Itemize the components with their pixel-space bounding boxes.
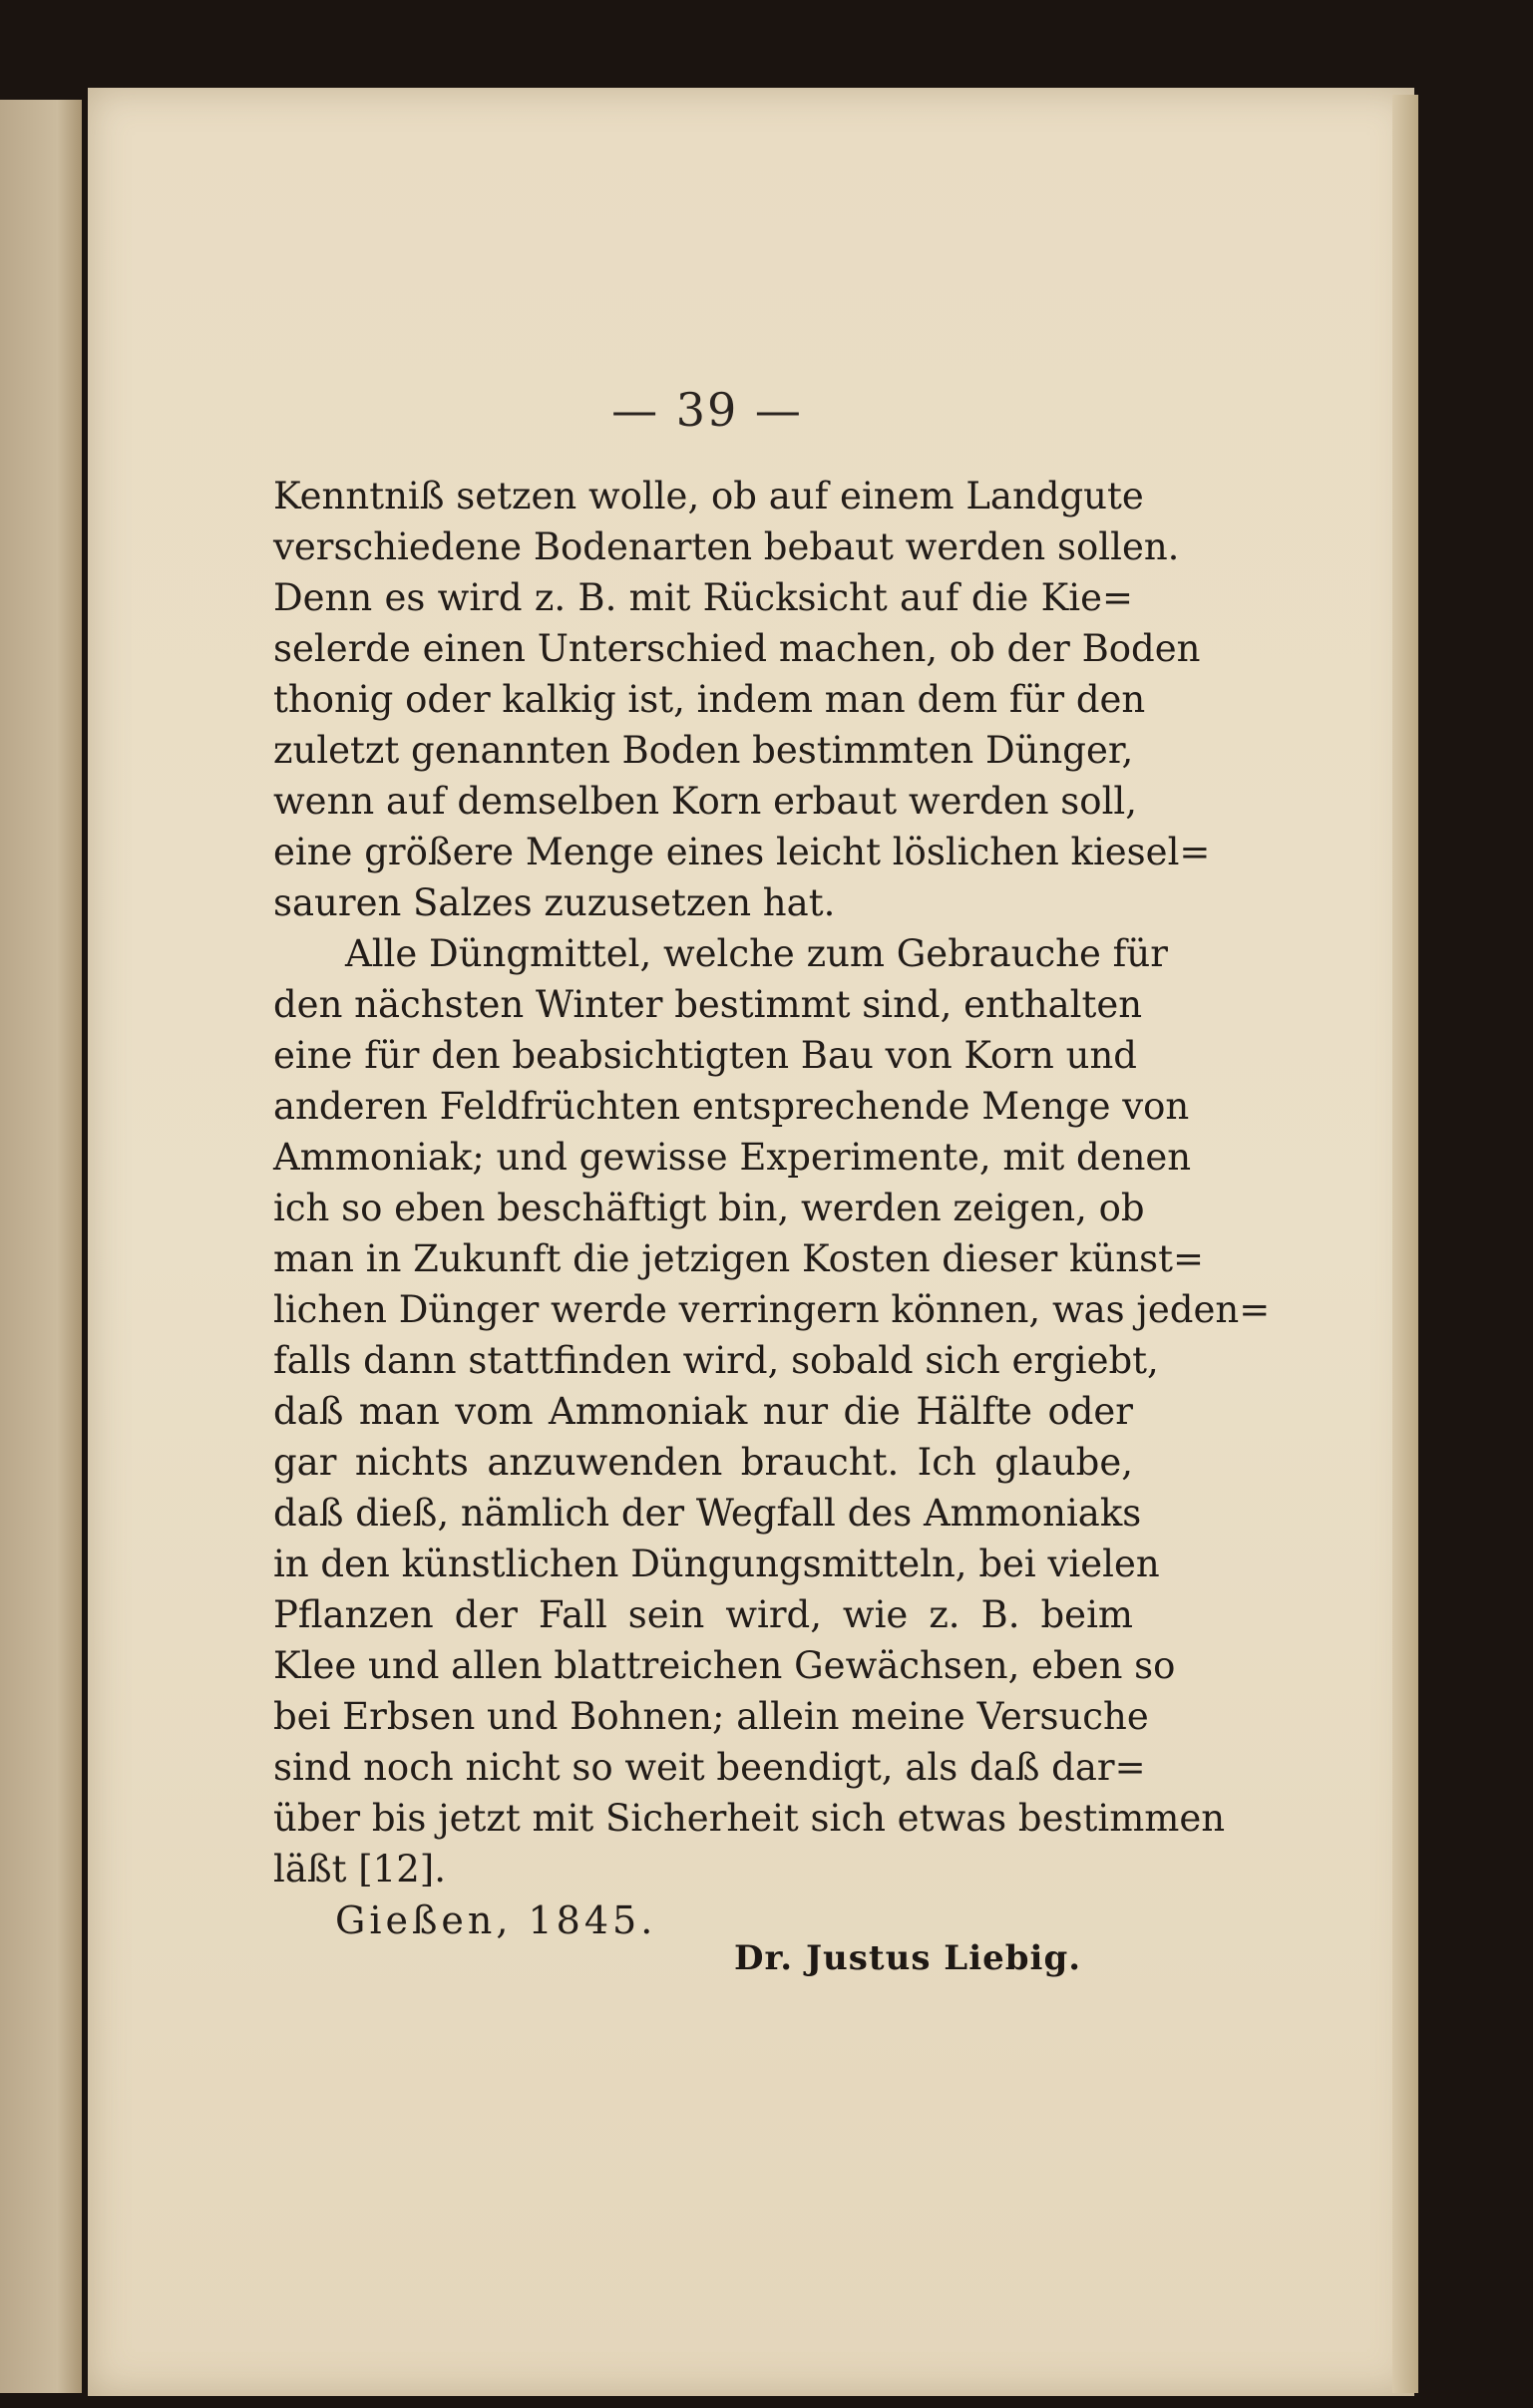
text-line: eine größere Menge eines leicht löslichen kiesel= (273, 831, 1211, 873)
text-line: über bis jetzt mit Sicherheit sich etwas bestimmen (273, 1797, 1226, 1840)
text-line: verschiedene Bodenarten bebaut werden sollen. (273, 525, 1180, 568)
text-line: gar nichts anzuwenden braucht. Ich glaube, (273, 1441, 1133, 1484)
text-line: zuletzt genannten Boden bestimmten Dünger, (273, 729, 1134, 772)
text-line: Denn es wird z. B. mit Rücksicht auf die Kie= (273, 576, 1133, 619)
text-line: bei Erbsen und Bohnen; allein meine Versuche (273, 1695, 1149, 1738)
text-line: sauren Salzes zuzusetzen hat. (273, 881, 836, 924)
text-line: Kenntniß setzen wolle, ob auf einem Landgute (273, 475, 1144, 517)
text-line: eine für den beabsichtigten Bau von Korn und (273, 1034, 1137, 1077)
text-line: läßt [12]. (273, 1848, 446, 1891)
text-line: Pflanzen der Fall sein wird, wie z. B. beim (273, 1593, 1133, 1636)
text-line: ich so eben beschäftigt bin, werden zeigen, ob (273, 1187, 1145, 1229)
text-line: Klee und allen blattreichen Gewächsen, eben so (273, 1644, 1176, 1687)
text-line: lichen Dünger werde verringern können, was jeden= (273, 1288, 1271, 1331)
text-line: falls dann stattfinden wird, sobald sich ergiebt, (273, 1339, 1159, 1382)
facing-page-edge (0, 100, 82, 2393)
text-line: selerde einen Unterschied machen, ob der Boden (273, 627, 1201, 670)
text-line: man in Zukunft die jetzigen Kosten dieser künst= (273, 1237, 1204, 1280)
body-text (273, 471, 1271, 1894)
text-line: wenn auf demselben Korn erbaut werden soll, (273, 780, 1137, 823)
text-line: daß man vom Ammoniak nur die Hälfte oder (273, 1390, 1133, 1433)
text-line: Alle Düngmittel, welche zum Gebrauche für (345, 932, 1168, 975)
text-line: Ammoniak; und gewisse Experimente, mit denen (273, 1136, 1192, 1179)
text-line: den nächsten Winter bestimmt sind, enthalten (273, 983, 1143, 1026)
text-line: thonig oder kalkig ist, indem man dem für den (273, 678, 1146, 721)
page-number: — 39 — (611, 383, 803, 437)
text-line: daß dieß, nämlich der Wegfall des Ammoniaks (273, 1492, 1142, 1535)
author-signature: Dr. Justus Liebig. (734, 1938, 1082, 1978)
text-line: anderen Feldfrüchten entsprechende Menge von (273, 1085, 1190, 1128)
text-line: in den künstlichen Düngungsmitteln, bei vielen (273, 1543, 1160, 1585)
place-date: Gießen, 1845. (335, 1898, 657, 1942)
page-fore-edge (1392, 95, 1418, 2393)
text-line: sind noch nicht so weit beendigt, als daß dar= (273, 1746, 1146, 1789)
